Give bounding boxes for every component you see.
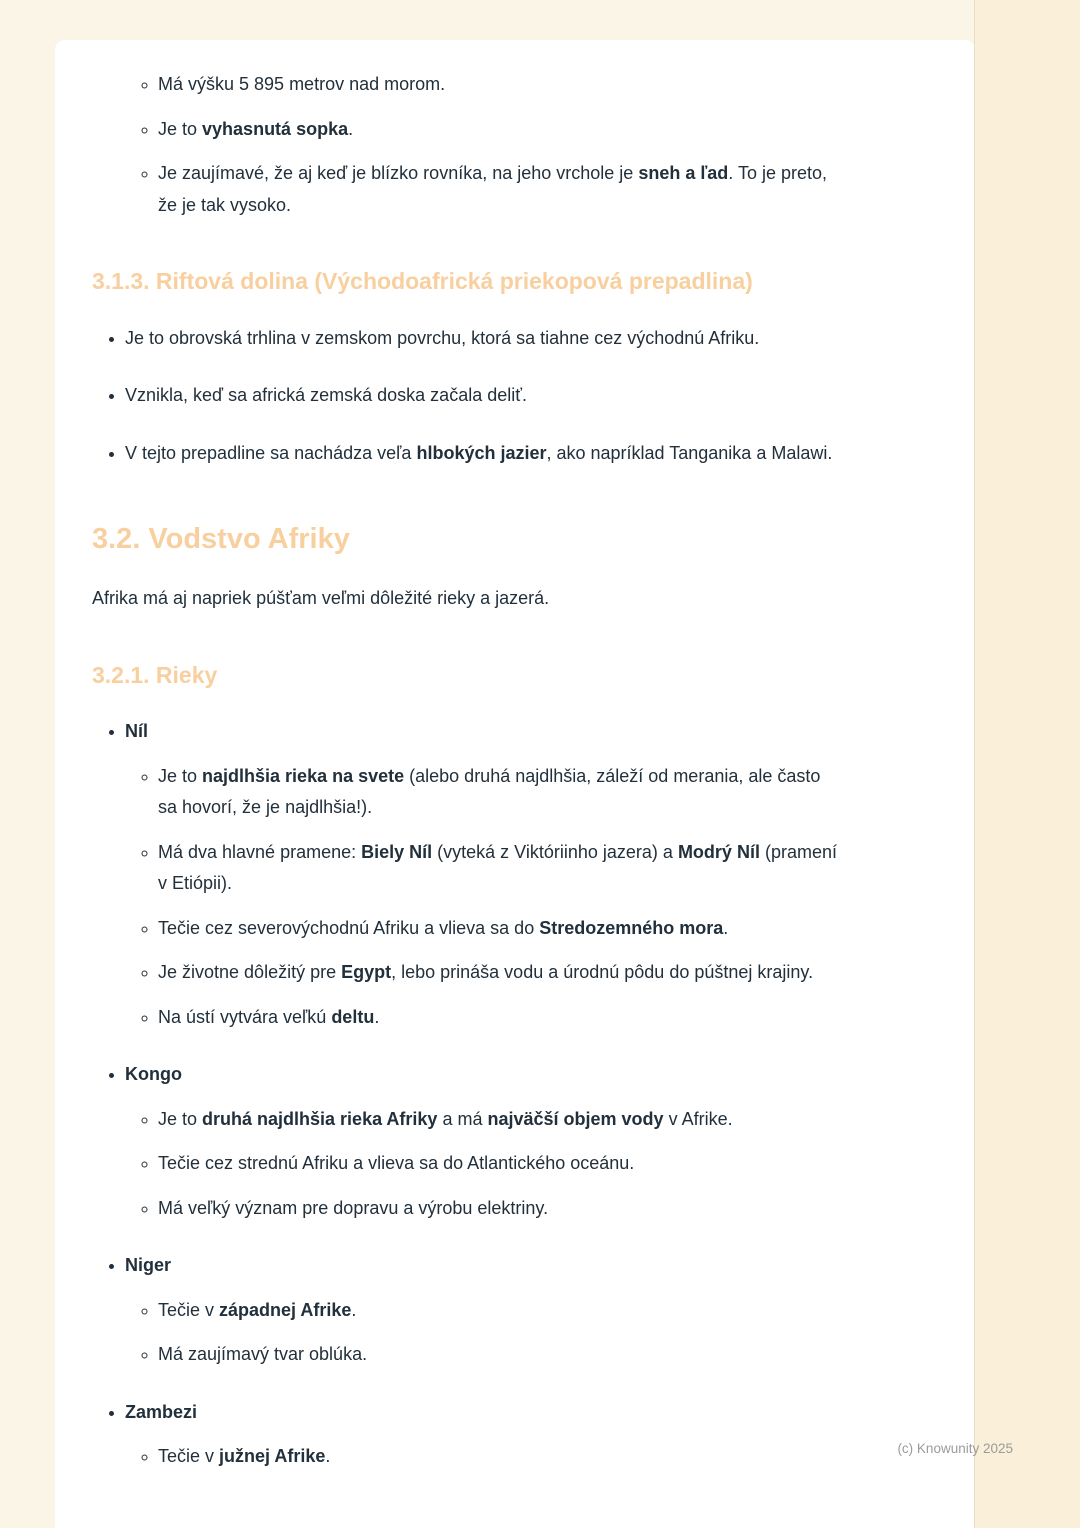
text: .: [723, 917, 729, 938]
text: .: [325, 1446, 331, 1467]
list-item: [158, 1193, 837, 1225]
text: (alebo druhá najdlhšia, záleží od merania, ale často sa hovorí, že je najdlhšia!).: [158, 765, 821, 818]
bullet-list: [92, 716, 837, 1473]
bold-text: Biely Níl: [361, 841, 433, 862]
list-item: [158, 158, 837, 221]
bold-text: južnej Afrike: [219, 1446, 326, 1467]
text: .: [351, 1299, 357, 1320]
list-item: [158, 1441, 837, 1473]
bold-text: vyhasnutá sopka: [202, 118, 349, 139]
section-heading: 3.1.3. Riftová dolina (Východoafrická priekopová prepadlina): [92, 268, 753, 294]
text: V tejto prepadline sa nachádza veľa: [125, 442, 417, 463]
text: Tečie cez strednú Afriku a vlieva sa do Atlantického oceánu.: [158, 1153, 635, 1174]
bullet-list: [92, 69, 837, 221]
list-item: [158, 837, 837, 900]
text: Je zaujímavé, že aj keď je blízko rovníka, na jeho vrchole je: [158, 163, 639, 183]
bold-text: najdlhšia rieka na svete: [202, 765, 405, 786]
text: Tečie cez severovýchodnú Afriku a vlieva sa do: [158, 917, 540, 938]
list-item: [158, 1148, 837, 1180]
page-margin-strip: [974, 0, 1080, 1528]
text: Je to: [158, 118, 203, 139]
paragraph: [92, 583, 837, 615]
text: (pramení v Etiópii).: [158, 841, 837, 894]
text: Je to: [158, 765, 203, 786]
bullet-list: [125, 1104, 837, 1225]
bold-text: Stredozemného mora: [539, 917, 724, 938]
list-item: [125, 380, 837, 412]
bold-text: Egypt: [341, 962, 392, 983]
bullet-list: [125, 1441, 837, 1473]
bold-text: druhá najdlhšia rieka Afriky: [202, 1108, 438, 1129]
section-heading: 3.2.1. Rieky: [92, 661, 218, 688]
bold-text: sneh a ľad: [638, 163, 729, 183]
bold-text: Zambezi: [125, 1401, 198, 1422]
bold-text: západnej Afrike: [219, 1299, 352, 1320]
list-item: [125, 1397, 837, 1473]
copyright-footer: (c) Knowunity 2025: [897, 1441, 1013, 1456]
list-item: [158, 114, 837, 146]
list-item: [125, 323, 837, 355]
text: Má zaujímavý tvar oblúka.: [158, 1344, 368, 1365]
text: Tečie v: [158, 1446, 220, 1467]
bullet-list: [92, 323, 837, 470]
bold-text: Kongo: [125, 1064, 182, 1085]
text: .: [374, 1006, 380, 1027]
list-item: [158, 1339, 837, 1371]
list-item: [158, 1295, 837, 1327]
list-item: [125, 438, 837, 470]
bullet-list: [125, 1295, 837, 1371]
bold-text: Modrý Níl: [677, 841, 760, 862]
list-item: [125, 716, 837, 1033]
text: Afrika má aj napriek púšťam veľmi dôležité rieky a jazerá.: [92, 588, 550, 609]
text: Má výšku 5 895 metrov nad morom.: [158, 74, 446, 94]
list-item: [158, 761, 837, 824]
text: (vyteká z Viktóriinho jazera) a: [432, 841, 678, 862]
text: Má dva hlavné pramene:: [158, 841, 362, 862]
list-item: [125, 1059, 837, 1224]
document-page: [55, 40, 975, 1528]
list-item: [125, 1250, 837, 1371]
text: Je to obrovská trhlina v zemskom povrchu, ktorá sa tiahne cez východnú Afriku.: [125, 327, 760, 348]
bullet-list: [125, 761, 837, 1034]
bold-text: Niger: [125, 1255, 172, 1276]
bold-text: deltu: [331, 1006, 375, 1027]
text: v Afrike.: [663, 1108, 733, 1129]
text: Na ústí vytvára veľkú: [158, 1006, 332, 1027]
text: . To je preto, že je tak vysoko.: [158, 163, 828, 215]
list-item: [158, 69, 837, 101]
text: , ako napríklad Tanganika a Malawi.: [546, 442, 833, 463]
text: Vznikla, keď sa africká zemská doska začala deliť.: [125, 385, 527, 406]
text: a má: [437, 1108, 488, 1129]
text: Je to: [158, 1108, 203, 1129]
text: Je životne dôležitý pre: [158, 962, 342, 983]
bold-text: najväčší objem vody: [487, 1108, 664, 1129]
bold-text: Níl: [125, 721, 149, 742]
document-content: [55, 40, 975, 1473]
text: , lebo prináša vodu a úrodnú pôdu do púštnej krajiny.: [391, 962, 814, 983]
text: Má veľký význam pre dopravu a výrobu elektriny.: [158, 1197, 549, 1218]
text: Tečie v: [158, 1299, 220, 1320]
list-item: [158, 913, 837, 945]
text: .: [348, 118, 354, 139]
list-item: [158, 957, 837, 989]
list-item: [158, 1002, 837, 1034]
list-item: [158, 1104, 837, 1136]
bold-text: hlbokých jazier: [416, 442, 547, 463]
section-heading: 3.2. Vodstvo Afriky: [92, 523, 350, 556]
